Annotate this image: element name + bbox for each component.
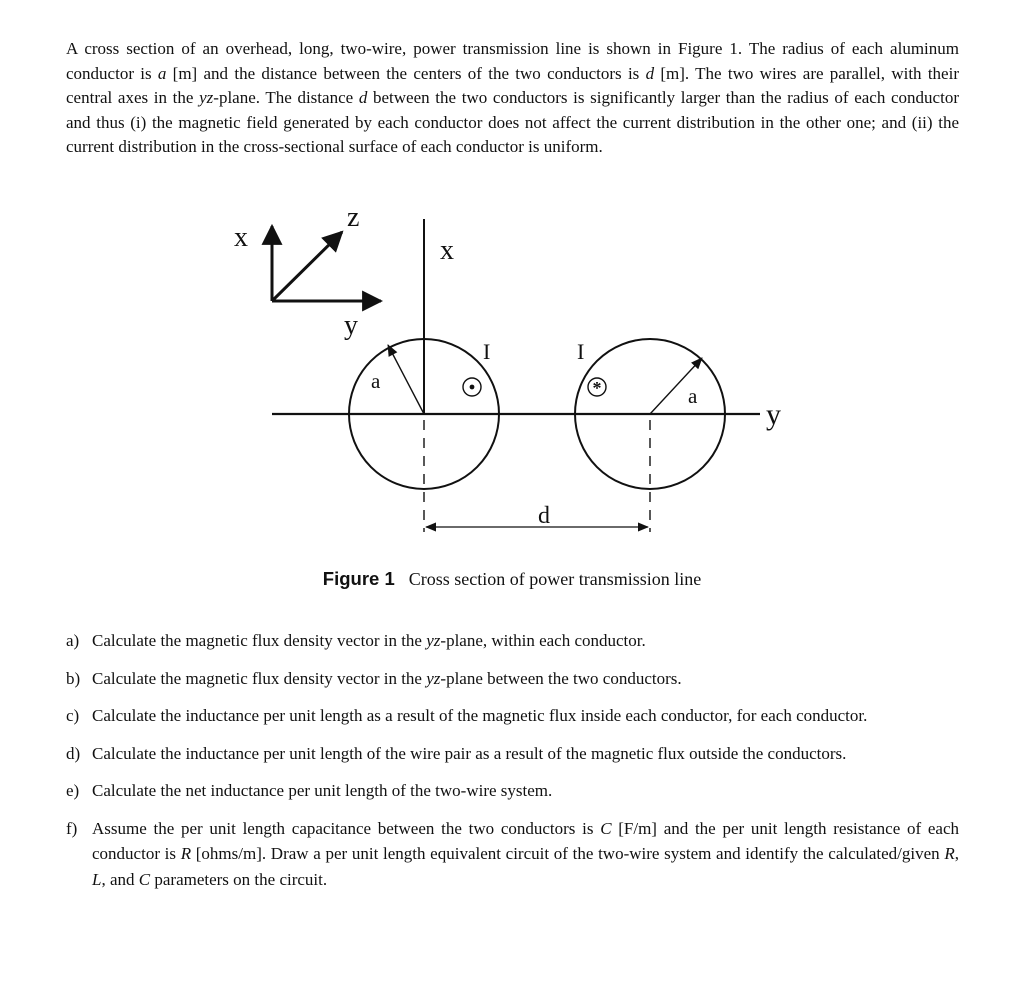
axes-triad bbox=[234, 202, 381, 341]
triad-z-arrow bbox=[272, 232, 342, 301]
x-axis-label: x bbox=[440, 235, 454, 266]
intro-paragraph bbox=[66, 37, 959, 160]
triad-y-label: y bbox=[344, 310, 358, 341]
triad-x-label: x bbox=[234, 222, 248, 253]
question-letter: c) bbox=[66, 706, 80, 725]
intro-text: [m] and the distance between the centers of the two conductors is bbox=[166, 63, 646, 83]
var-R: R bbox=[944, 844, 955, 863]
question-item bbox=[66, 741, 959, 767]
question-item bbox=[66, 666, 959, 692]
triad-z-label: z bbox=[347, 202, 360, 233]
current-out-dot bbox=[470, 385, 475, 390]
question-text: [ohms/m]. Draw a per unit length equivalent circuit of the two-wire system and identify the calculated/given bbox=[191, 844, 945, 863]
distance-label: d bbox=[538, 503, 550, 529]
question-text: , and bbox=[101, 869, 139, 889]
y-axis-label: y bbox=[766, 398, 781, 431]
question-text: [F/m] and the per unit length resistance of each conductor is bbox=[92, 818, 959, 863]
question-text: , bbox=[954, 844, 959, 863]
question-list bbox=[66, 628, 959, 904]
question-text: Calculate the magnetic flux density vector in the bbox=[92, 668, 427, 688]
caption-text: Cross section of power transmission line bbox=[408, 569, 702, 589]
var-C: C bbox=[138, 869, 151, 889]
question-text: Calculate the net inductance per unit length of the two-wire system. bbox=[92, 781, 553, 800]
left-radius-label: a bbox=[371, 369, 381, 393]
var-yz: yz bbox=[199, 88, 214, 108]
var-d: d bbox=[645, 63, 655, 83]
intro-text: A cross section of an overhead, long, two-wire, power transmission line is shown in Figure 1. The radius of each aluminum conductor is bbox=[66, 39, 959, 83]
question-text: Assume the per unit length capacitance between the two conductors is bbox=[92, 818, 601, 838]
var-yz: yz bbox=[426, 631, 441, 650]
intro-text: [m]. The two wires are parallel, with their central axes in the bbox=[66, 63, 959, 108]
question-text: Calculate the inductance per unit length of the wire pair as a result of the magnetic flux outside the conductors. bbox=[92, 743, 847, 763]
question-letter: f) bbox=[66, 818, 78, 838]
question-item bbox=[66, 778, 959, 804]
figure-caption bbox=[0, 568, 1024, 590]
question-letter: e) bbox=[66, 781, 80, 800]
question-letter: d) bbox=[66, 743, 81, 763]
right-current-label: I bbox=[577, 339, 585, 364]
current-into-asterisk: * bbox=[592, 378, 602, 398]
question-text: Calculate the inductance per unit length as a result of the magnetic flux inside each conductor, for each conductor. bbox=[92, 706, 868, 725]
var-yz: yz bbox=[426, 668, 441, 688]
question-letter: a) bbox=[66, 631, 80, 650]
question-item bbox=[66, 703, 959, 729]
var-a: a bbox=[157, 63, 167, 83]
var-L: L bbox=[92, 869, 102, 889]
question-text: -plane between the two conductors. bbox=[440, 668, 682, 688]
question-text: -plane, within each conductor. bbox=[440, 631, 646, 650]
question-item bbox=[66, 816, 959, 893]
question-letter: b) bbox=[66, 668, 81, 688]
left-radius-arrow bbox=[388, 345, 424, 414]
figure-cross-section bbox=[0, 190, 1024, 550]
var-d: d bbox=[358, 88, 368, 108]
caption-label: Figure 1 bbox=[322, 568, 395, 589]
question-text: parameters on the circuit. bbox=[150, 869, 328, 889]
var-R: R bbox=[180, 844, 192, 863]
var-C: C bbox=[600, 818, 612, 838]
intro-text: between the two conductors is significantly larger than the radius of each conductor and thus (i) the magnetic field generated by each conductor does not affect the current distribution in the other one; and (ii) the current distribution in the cross-sectional surface of each conductor is uniform. bbox=[66, 88, 959, 157]
question-item bbox=[66, 628, 959, 654]
intro-text: -plane. The distance bbox=[213, 88, 359, 108]
question-text: Calculate the magnetic flux density vector in the bbox=[92, 631, 427, 650]
right-radius-label: a bbox=[688, 384, 698, 408]
left-current-label: I bbox=[483, 339, 491, 364]
